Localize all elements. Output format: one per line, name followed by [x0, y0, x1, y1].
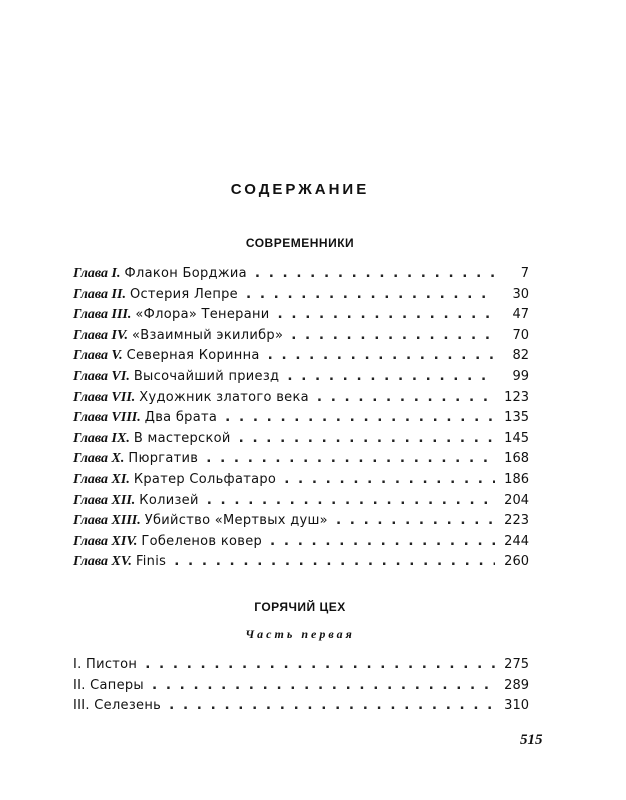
- chapter-label: Глава VII.: [73, 389, 136, 405]
- dot-leader: [328, 512, 495, 528]
- toc-entry[interactable]: [73, 512, 529, 533]
- section-heading-hot-shop: ГОРЯЧИЙ ЦЕХ: [254, 600, 346, 614]
- dot-leader: [309, 389, 495, 405]
- chapter-label: Глава IX.: [73, 430, 130, 446]
- page-number: 123: [504, 389, 529, 405]
- page-number: 260: [504, 554, 529, 570]
- toc-entry[interactable]: [73, 286, 529, 307]
- dot-leader: [231, 430, 495, 446]
- page-number: 168: [504, 451, 529, 467]
- chapter-title: III. Селезень: [73, 698, 162, 714]
- chapter-label: Глава XIII.: [73, 513, 141, 529]
- toc-entry[interactable]: [73, 450, 529, 471]
- page-title: СОДЕРЖАНИЕ: [230, 181, 370, 198]
- toc-entry[interactable]: [73, 368, 529, 389]
- section-heading-contemporaries: СОВРЕМЕННИКИ: [245, 236, 355, 250]
- toc-entry[interactable]: [73, 306, 529, 327]
- dot-leader: [166, 553, 495, 569]
- toc-list-hot-shop: [73, 656, 529, 718]
- chapter-label: Глава XV.: [73, 554, 132, 570]
- dot-leader: [144, 677, 495, 693]
- dot-leader: [161, 697, 495, 713]
- dot-leader: [217, 409, 495, 425]
- chapter-title: Художник златого века: [139, 389, 309, 405]
- chapter-label: Глава XIV.: [73, 533, 138, 549]
- chapter-title: В мастерской: [133, 430, 231, 446]
- toc-entry[interactable]: [73, 656, 529, 677]
- page-number: 70: [512, 327, 529, 343]
- chapter-title: Флакон Борджиа: [124, 266, 247, 281]
- chapter-label: Глава IV.: [73, 327, 129, 343]
- chapter-title: II. Саперы: [73, 677, 144, 693]
- toc-entry[interactable]: [73, 471, 529, 492]
- chapter-label: Глава V.: [73, 348, 123, 364]
- chapter-title: Высочайший приезд: [133, 368, 280, 384]
- dot-leader: [262, 533, 495, 549]
- toc-entry[interactable]: [73, 430, 529, 451]
- toc-entry[interactable]: [73, 533, 529, 554]
- toc-entry[interactable]: [73, 389, 529, 410]
- chapter-title: Два брата: [144, 410, 218, 426]
- page-number: 186: [504, 471, 529, 487]
- dot-leader: [276, 471, 495, 487]
- dot-leader: [279, 368, 495, 384]
- toc-list-contemporaries: [73, 265, 529, 574]
- chapter-title: I. Пистон: [73, 657, 138, 672]
- dot-leader: [199, 492, 495, 508]
- chapter-label: Глава X.: [73, 451, 125, 467]
- dot-leader: [137, 656, 495, 672]
- chapter-label: Глава I.: [73, 266, 121, 281]
- page-number: 135: [504, 410, 529, 426]
- chapter-label: Глава III.: [73, 307, 132, 323]
- toc-entry[interactable]: [73, 697, 529, 718]
- chapter-title: Остерия Лепре: [129, 286, 238, 302]
- toc-entry[interactable]: [73, 677, 529, 698]
- chapter-title: Северная Коринна: [126, 348, 260, 364]
- toc-entry[interactable]: [73, 327, 529, 348]
- dot-leader: [238, 286, 495, 302]
- chapter-label: Глава VIII.: [73, 410, 141, 426]
- page-number: 7: [520, 266, 529, 281]
- chapter-label: Глава VI.: [73, 368, 130, 384]
- chapter-title: «Взаимный экилибр»: [132, 327, 284, 343]
- page-number: 275: [504, 657, 529, 672]
- toc-entry[interactable]: [73, 347, 529, 368]
- page-number: 82: [512, 348, 529, 364]
- dot-leader: [247, 265, 495, 281]
- page-number: 145: [504, 430, 529, 446]
- chapter-title: Убийство «Мертвых душ»: [144, 513, 328, 529]
- page-number: 223: [504, 513, 529, 529]
- chapter-label: Глава XI.: [73, 471, 130, 487]
- chapter-title: Кратер Сольфатаро: [133, 471, 277, 487]
- dot-leader: [270, 306, 495, 322]
- page-number: 204: [504, 492, 529, 508]
- chapter-title: Колизей: [139, 492, 199, 508]
- dot-leader: [283, 327, 495, 343]
- toc-entry[interactable]: [73, 553, 529, 574]
- dot-leader: [260, 347, 495, 363]
- chapter-title: Finis: [135, 554, 167, 570]
- page-number: 244: [504, 533, 529, 549]
- part-heading: Часть первая: [245, 627, 355, 641]
- toc-entry[interactable]: [73, 265, 529, 286]
- page-number: 30: [512, 286, 529, 302]
- chapter-label: Глава XII.: [73, 492, 136, 508]
- page-number: 99: [512, 368, 529, 384]
- page-number: 47: [512, 307, 529, 323]
- page-number: 310: [504, 698, 529, 714]
- chapter-title: Гобеленов ковер: [141, 533, 263, 549]
- footer-page-number: 515: [520, 732, 543, 748]
- chapter-title: «Флора» Тенерани: [135, 307, 270, 323]
- chapter-label: Глава II.: [73, 286, 126, 302]
- toc-entry[interactable]: [73, 409, 529, 430]
- dot-leader: [198, 450, 495, 466]
- toc-entry[interactable]: [73, 492, 529, 513]
- page-number: 289: [504, 677, 529, 693]
- chapter-title: Пюргатив: [128, 451, 199, 467]
